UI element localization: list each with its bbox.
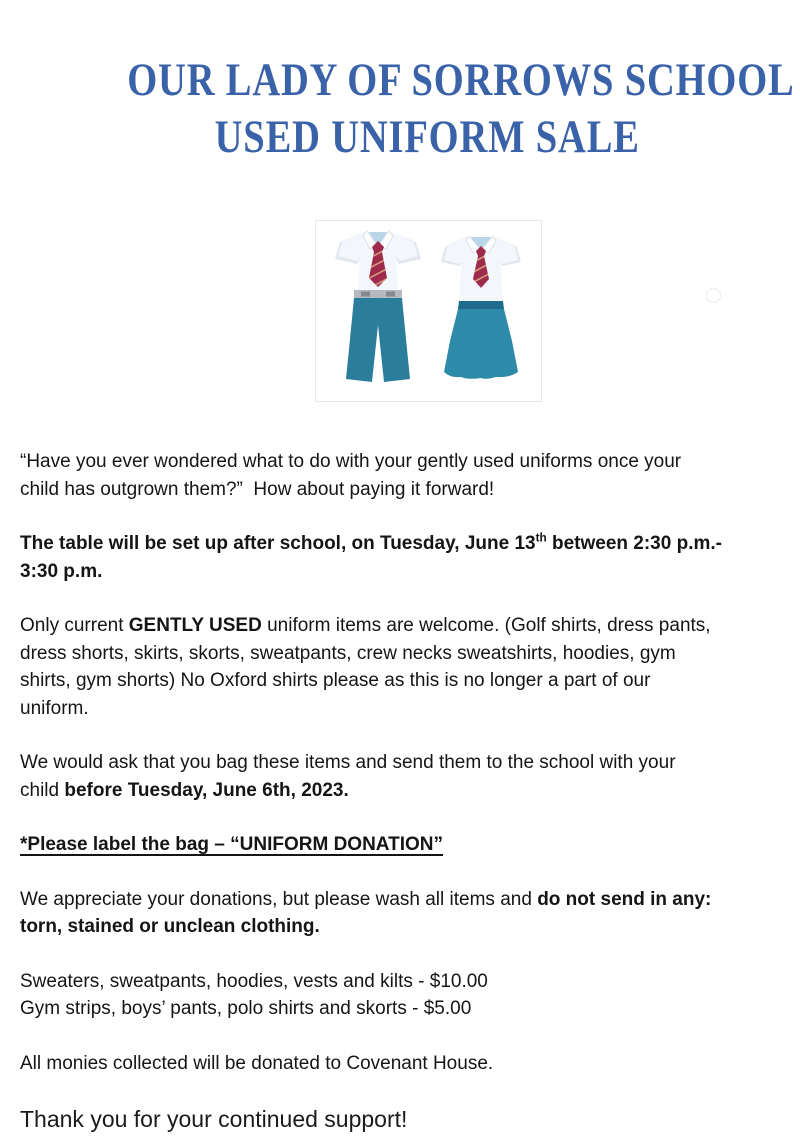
uniforms-illustration: [315, 220, 542, 402]
uniforms-clipart: [316, 221, 541, 401]
title-line-2: USED UNIFORM SALE: [214, 111, 640, 163]
paragraph-intro: [20, 448, 780, 503]
paragraph-gently-used: [20, 612, 780, 722]
text-line: Gym strips, boys’ pants, polo shirts and skorts - $5.00: [20, 998, 472, 1019]
girl-uniform-icon: [441, 236, 521, 379]
text-line: “Have you ever wondered what to do with your gently used uniforms once your: [20, 451, 682, 472]
text-line: child before Tuesday, June 6th, 2023.: [20, 779, 349, 801]
text-line: child has outgrown them?” How about paying it forward!: [20, 478, 495, 500]
text-line: dress shorts, skirts, skorts, sweatpants, crew necks sweatshirts, hoodies, gym: [20, 642, 676, 664]
paragraph-thanks: [20, 1104, 780, 1134]
illustration-region: [0, 220, 800, 402]
text-line: Thank you for your continued support!: [20, 1106, 408, 1132]
text-line: We appreciate your donations, but please wash all items and do not send in any:: [20, 888, 712, 910]
text-line: Sweaters, sweatpants, hoodies, vests and kilts - $10.00: [20, 970, 488, 992]
text-line: All monies collected will be donated to Covenant House.: [20, 1052, 494, 1074]
text-line: torn, stained or unclean clothing.: [20, 916, 320, 937]
text-line: We would ask that you bag these items and send them to the school with your: [20, 752, 676, 773]
paragraph-table-setup: [20, 530, 780, 585]
paragraph-prices: [20, 968, 780, 1023]
text-line: uniform.: [20, 697, 89, 719]
text-line: The table will be set up after school, on Tuesday, June 13th between 2:30 p.m.-: [20, 531, 722, 554]
text-line: shirts, gym shorts) No Oxford shirts please as this is no longer a part of our: [20, 670, 651, 691]
paragraph-donation: [20, 1050, 780, 1078]
document-body: [0, 448, 800, 1134]
page-title: [54, 0, 800, 166]
paragraph-bag-items: [20, 749, 780, 804]
paragraph-label-bag: [20, 831, 780, 859]
text-line: Only current GENTLY USED uniform items are welcome. (Golf shirts, dress pants,: [20, 615, 711, 636]
title-line-1: OUR LADY OF SORROWS SCHOOL: [127, 54, 795, 106]
faint-circle-artifact: [706, 288, 721, 303]
text-line: *Please label the bag – “UNIFORM DONATION”: [20, 834, 444, 855]
text-line: 3:30 p.m.: [20, 560, 103, 582]
paragraph-wash-items: [20, 886, 780, 941]
boy-uniform-icon: [335, 231, 421, 382]
